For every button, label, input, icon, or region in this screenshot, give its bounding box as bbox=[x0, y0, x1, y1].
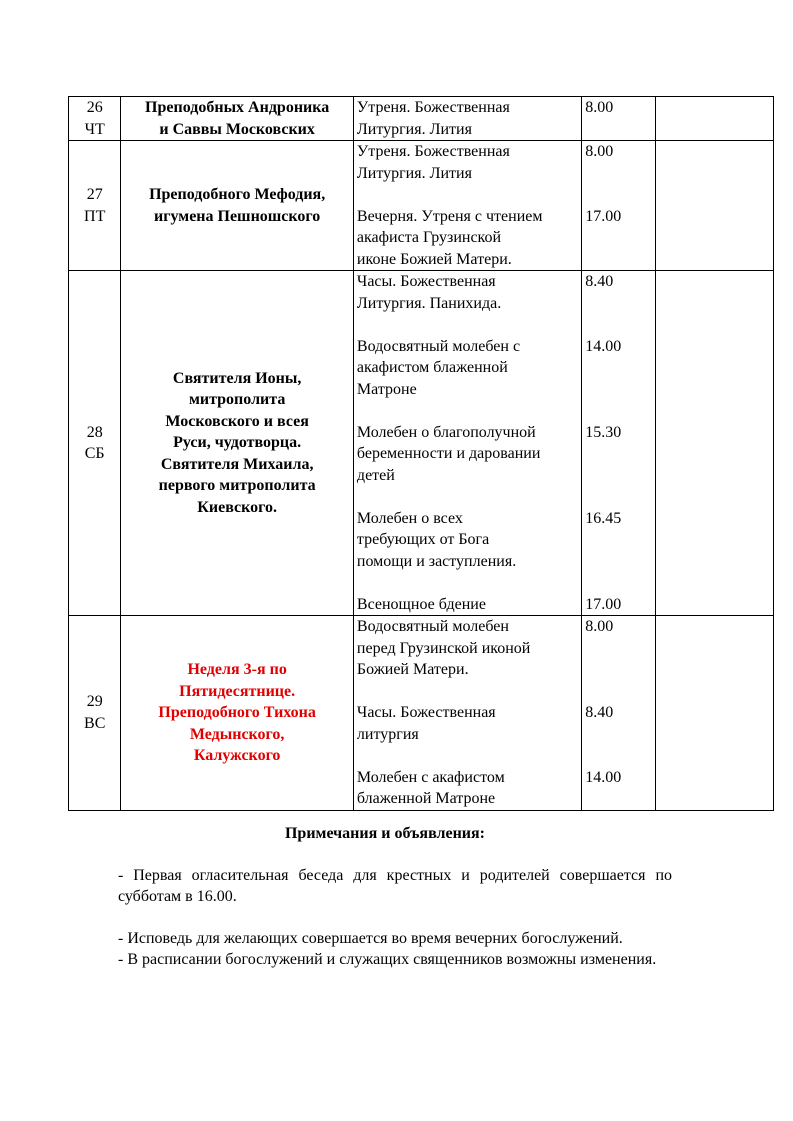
service-time: 15.30 bbox=[585, 423, 622, 441]
service-line: Матроне bbox=[356, 380, 417, 398]
service-line: перед Грузинской иконой bbox=[356, 639, 531, 657]
times-cell bbox=[582, 141, 655, 271]
services-cell bbox=[353, 616, 581, 811]
feast-cell bbox=[121, 271, 354, 616]
day-cell bbox=[69, 97, 121, 141]
note-item: - Исповедь для желающих совершается во время вечерних богослужений. bbox=[118, 930, 623, 947]
service-time: 14.00 bbox=[585, 337, 622, 355]
schedule-row bbox=[69, 141, 774, 271]
weekday-label: ПТ bbox=[84, 207, 106, 225]
notes-section bbox=[118, 823, 672, 970]
empty-cell bbox=[655, 141, 773, 271]
feast-line: Калужского bbox=[193, 747, 281, 764]
times-cell bbox=[582, 271, 655, 616]
feast-line: Неделя 3-я по bbox=[187, 661, 287, 678]
feast-line: Преподобного Тихона bbox=[158, 704, 316, 721]
service-line: Литургия. Панихида. bbox=[356, 294, 502, 312]
service-time: 14.00 bbox=[585, 768, 622, 786]
schedule-table bbox=[68, 96, 774, 811]
day-number: 26 bbox=[86, 99, 103, 116]
service-line: акафиста Грузинской bbox=[356, 229, 502, 246]
services-cell bbox=[353, 271, 581, 616]
service-line: Литургия. Лития bbox=[356, 120, 472, 138]
service-line: Водосвятный молебен bbox=[356, 618, 509, 635]
service-time: 17.00 bbox=[585, 207, 622, 225]
service-line: Часы. Божественная bbox=[356, 273, 496, 290]
day-cell bbox=[69, 271, 121, 616]
service-line: беременности и даровании bbox=[356, 445, 541, 462]
schedule-body bbox=[69, 97, 774, 811]
feast-line: первого митрополита bbox=[158, 477, 316, 495]
service-line: Водосвятный молебен с bbox=[356, 337, 521, 355]
feast-line: Руси, чудотворца. bbox=[173, 434, 302, 452]
service-line: Всенощное бдение bbox=[356, 595, 486, 613]
feast-line: Святителя Ионы, bbox=[172, 369, 302, 387]
feast-line: Киевского. bbox=[197, 498, 278, 516]
schedule-row bbox=[69, 616, 774, 811]
service-time: 8.40 bbox=[585, 273, 614, 290]
service-line: акафистом блаженной bbox=[356, 359, 508, 376]
service-line: помощи и заступления. bbox=[356, 552, 517, 570]
feast-line: Московского и всея bbox=[165, 412, 309, 430]
service-line: детей bbox=[356, 466, 395, 484]
weekday-label: ЧТ bbox=[84, 120, 105, 138]
service-time: 8.40 bbox=[585, 704, 614, 721]
feast-cell bbox=[121, 616, 354, 811]
service-line: Утреня. Божественная bbox=[356, 143, 510, 160]
feast-line: Святителя Михаила, bbox=[160, 455, 314, 473]
feast-line: и Саввы Московских bbox=[159, 120, 315, 138]
service-line: блаженной Матроне bbox=[356, 790, 496, 807]
service-time: 8.00 bbox=[585, 99, 614, 116]
feast-cell bbox=[121, 97, 354, 141]
feast-line: игумена Пешношского bbox=[154, 207, 321, 225]
day-number: 28 bbox=[86, 423, 103, 441]
feast-line: Преподобного Мефодия, bbox=[149, 186, 326, 203]
times-cell bbox=[582, 97, 655, 141]
feast-line: митрополита bbox=[188, 391, 286, 409]
service-time: 8.00 bbox=[585, 143, 614, 160]
service-line: иконе Божией Матери. bbox=[356, 250, 512, 268]
weekday-label: ВС bbox=[84, 714, 106, 732]
note-item: - Первая огласительная беседа для крестных и родителей совершается по субботам в 16.00. bbox=[118, 867, 672, 905]
service-line: Утреня. Божественная bbox=[356, 99, 510, 116]
service-line: Вечерня. Утреня с чтением bbox=[356, 207, 543, 225]
empty-cell bbox=[655, 97, 773, 141]
day-cell bbox=[69, 616, 121, 811]
day-number: 27 bbox=[86, 186, 103, 203]
notes-title: Примечания и объявления: bbox=[284, 825, 485, 842]
weekday-label: СБ bbox=[84, 445, 105, 462]
service-time: 17.00 bbox=[585, 595, 622, 613]
feast-line: Пятидесятнице. bbox=[179, 682, 296, 700]
service-line: Божией Матери. bbox=[356, 661, 469, 678]
schedule-row bbox=[69, 271, 774, 616]
day-cell bbox=[69, 141, 121, 271]
service-line: Литургия. Лития bbox=[356, 164, 472, 182]
services-cell bbox=[353, 141, 581, 271]
empty-cell bbox=[655, 616, 773, 811]
services-cell bbox=[353, 97, 581, 141]
service-line: Часы. Божественная bbox=[356, 704, 496, 721]
service-line: Молебен о благополучной bbox=[356, 423, 536, 441]
service-time: 8.00 bbox=[585, 618, 614, 635]
feast-line: Преподобных Андроника bbox=[145, 99, 330, 116]
day-number: 29 bbox=[86, 693, 103, 711]
schedule-row bbox=[69, 97, 774, 141]
empty-cell bbox=[655, 271, 773, 616]
feast-cell bbox=[121, 141, 354, 271]
feast-line: Медынского, bbox=[189, 725, 285, 743]
note-item: - В расписании богослужений и служащих священников возможны изменения. bbox=[118, 951, 657, 968]
service-line: требующих от Бога bbox=[356, 531, 490, 548]
times-cell bbox=[582, 616, 655, 811]
service-line: литургия bbox=[356, 725, 419, 743]
service-line: Молебен с акафистом bbox=[356, 768, 505, 786]
service-time: 16.45 bbox=[585, 509, 622, 527]
service-line: Молебен о всех bbox=[356, 509, 463, 527]
